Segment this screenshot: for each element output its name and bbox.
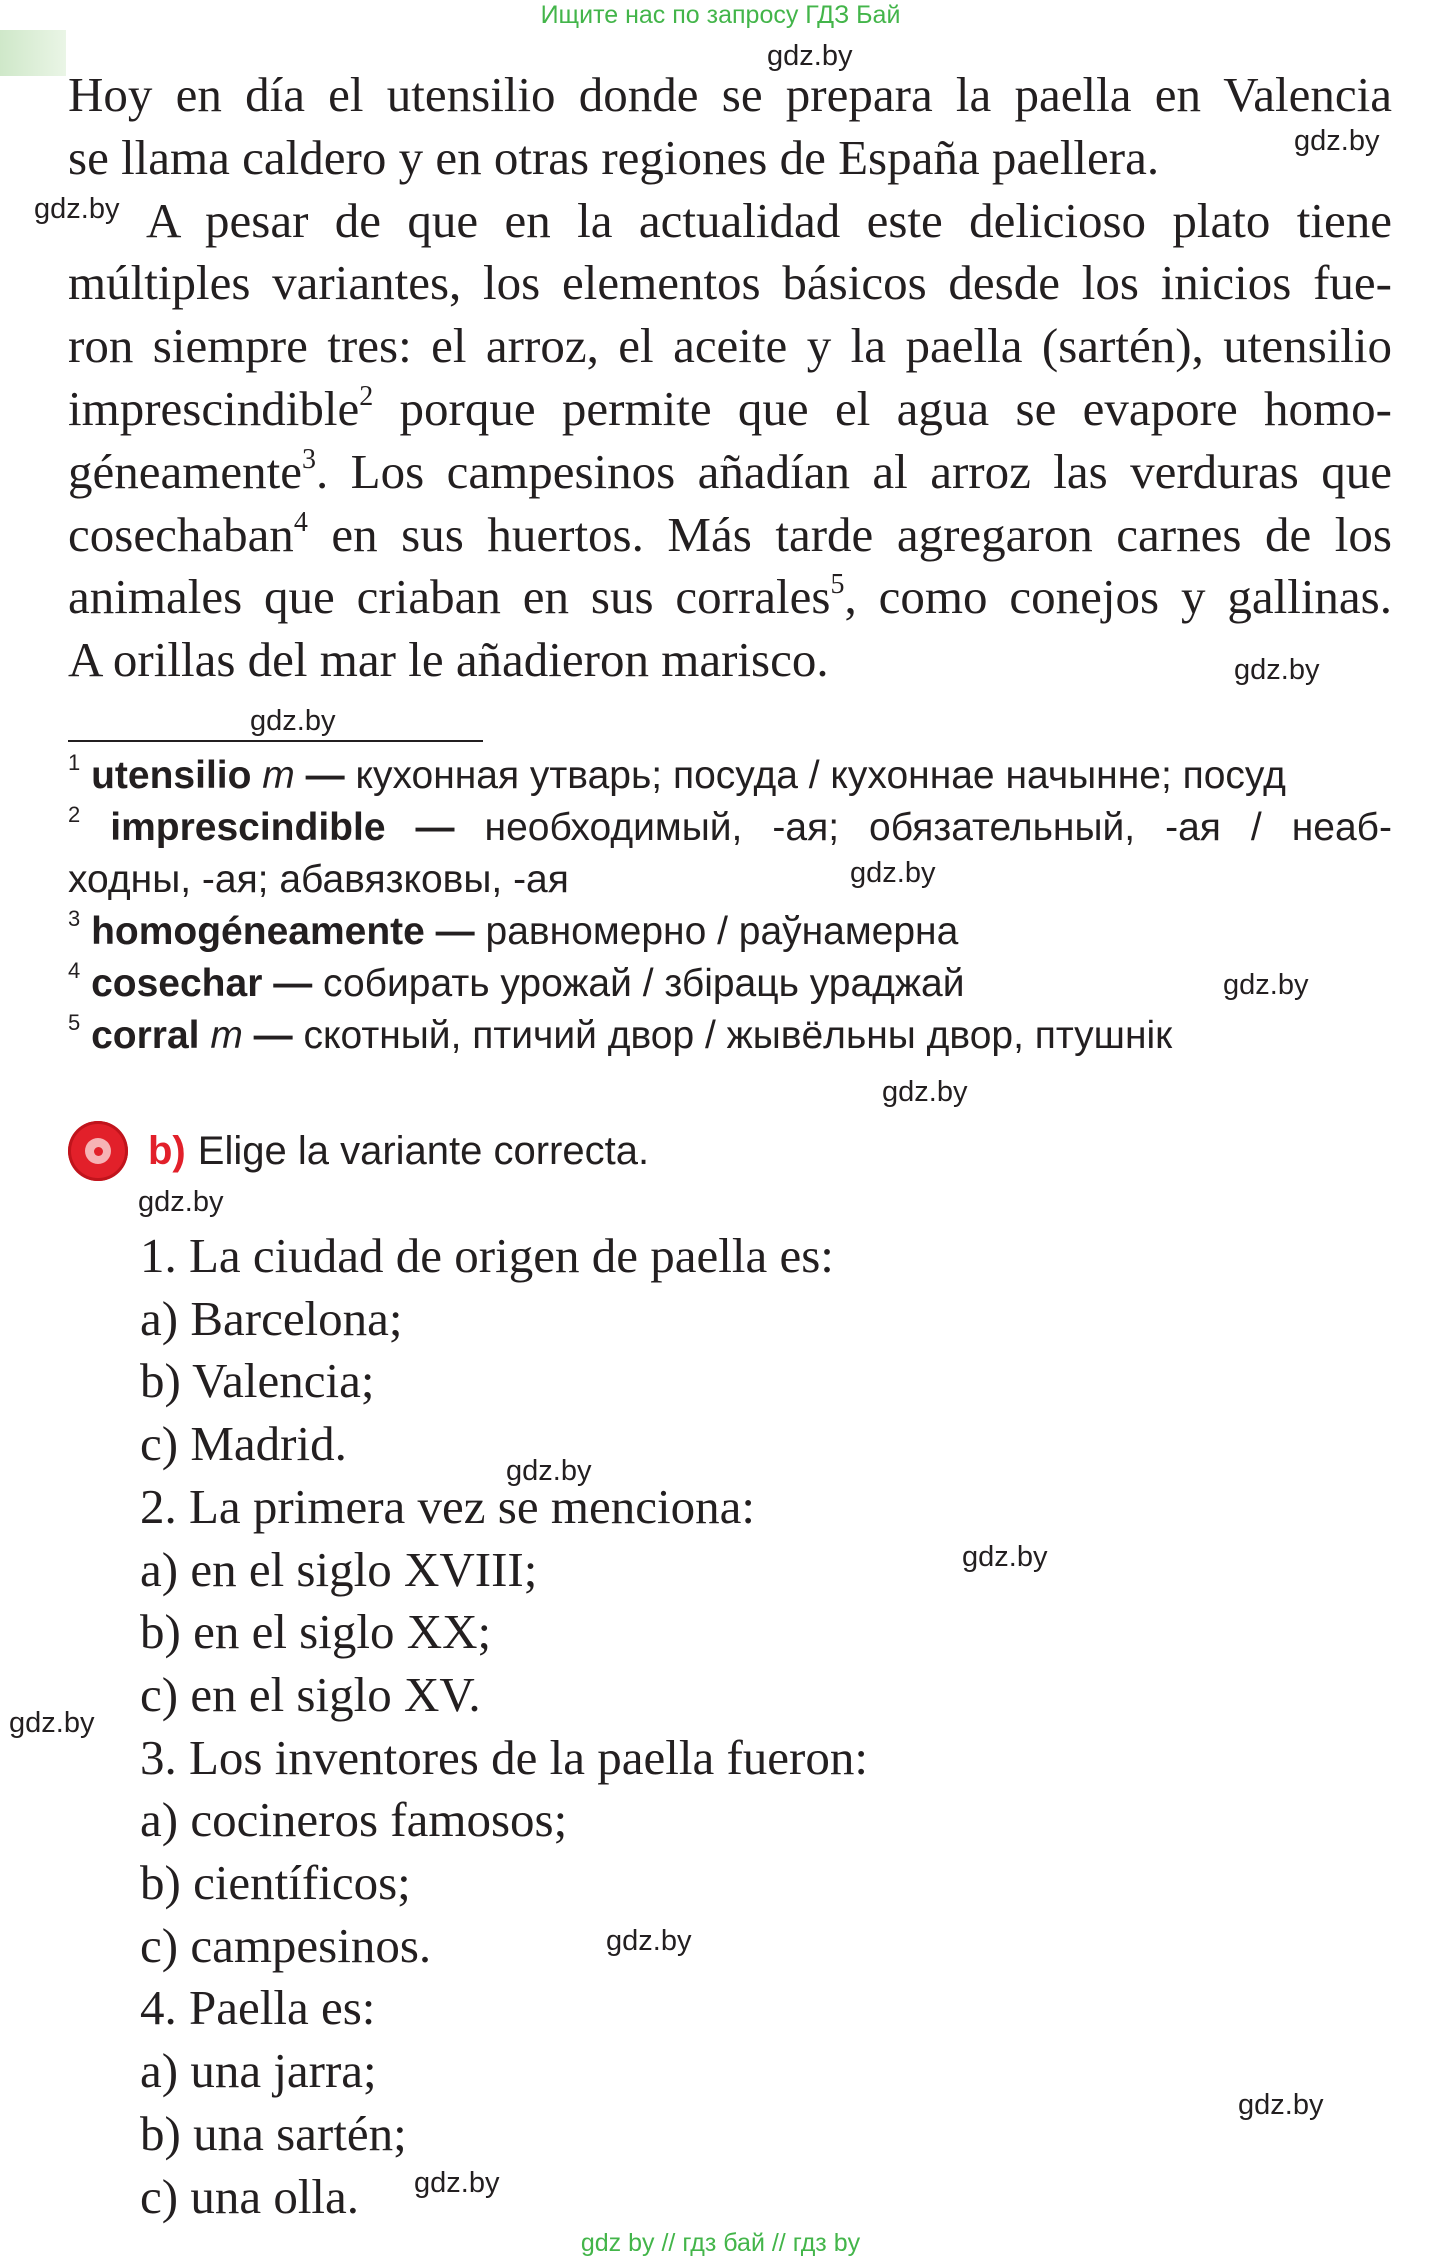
footnote-ref[interactable]: 3: [301, 443, 316, 475]
answer-option[interactable]: a) en el siglo XVIII;: [140, 1541, 538, 1597]
answer-option[interactable]: c) una olla.: [140, 2168, 360, 2224]
watermark: gdz.by: [850, 857, 936, 889]
question: 2. La primera vez se menciona:: [140, 1478, 755, 1534]
watermark: gdz.by: [1294, 125, 1380, 157]
footnotes: [68, 750, 1392, 1062]
paragraph-line: Hoy en día el utensilio donde se prepara la paella en Valencia: [68, 67, 1392, 122]
watermark: gdz.by: [250, 705, 336, 737]
footnote-3: $^3$ homogéneamente — равномерно / раўнамерна: [68, 906, 959, 953]
main-paragraph: [68, 64, 1392, 692]
answer-option[interactable]: c) en el siglo XV.: [140, 1666, 481, 1722]
question: 1. La ciudad de origen de paella es:: [140, 1228, 834, 1283]
answer-option[interactable]: b) en el siglo XX;: [140, 1604, 492, 1660]
watermark: gdz.by: [34, 193, 120, 225]
paragraph-line: ron siempre tres: el arroz, el aceite y la paella (sartén), utensilio: [68, 318, 1392, 374]
footnote-divider: [68, 740, 483, 742]
footnote-2-continuation: ходны, -ая; абавязковы, -ая: [68, 858, 569, 901]
paragraph-line: A orillas del mar le añadieron marisco.: [68, 632, 829, 688]
answer-option[interactable]: a) una jarra;: [140, 2043, 377, 2099]
watermark: gdz.by: [962, 1541, 1048, 1573]
paragraph-line: animales que criaban en sus corrales$^5$, como conejos y gallinas.: [68, 569, 1392, 625]
paragraph-line: géneamente$^3$. Los campesinos añadían al arroz las verduras que: [68, 443, 1392, 499]
footnote-1: $^1$ utensilio m — кухонная утварь; посуда / кухоннае начынне; посуд: [68, 750, 1286, 797]
watermark: gdz.by: [9, 1707, 95, 1739]
watermark: gdz.by: [1238, 2089, 1324, 2121]
task-heading: [68, 1120, 649, 1182]
footnote-ref[interactable]: 4: [293, 506, 308, 538]
answer-option[interactable]: b) una sartén;: [140, 2105, 407, 2161]
answer-option[interactable]: b) científicos;: [140, 1855, 411, 1911]
watermark: gdz.by: [414, 2167, 500, 2199]
task-instruction: Elige la variante correcta.: [197, 1128, 650, 1173]
watermark: gdz.by: [1223, 969, 1309, 1001]
paragraph-line: imprescindible$^2$ porque permite que el agua se evapore homo-: [68, 380, 1392, 436]
footnote-4: $^4$ cosechar — собирать урожай / збіраць ураджай: [68, 958, 965, 1005]
footnote-2: $^2$ imprescindible — необходимый, -ая; обязательный, -ая / неаб-: [68, 802, 1393, 849]
watermark: gdz.by: [1234, 654, 1320, 686]
answer-option[interactable]: b) Valencia;: [140, 1353, 375, 1409]
answer-option[interactable]: a) Barcelona;: [140, 1290, 403, 1346]
paragraph-line: cosechaban$^4$ en sus huertos. Más tarde agregaron carnes de los: [68, 506, 1392, 562]
footnote-ref[interactable]: 5: [830, 569, 845, 601]
footnote-5: $^5$ corral m — скотный, птичий двор / жывёльны двор, птушнік: [68, 1010, 1173, 1057]
watermark: gdz.by: [767, 40, 853, 72]
task-letter: b): [148, 1128, 186, 1173]
answer-option[interactable]: c) Madrid.: [140, 1416, 347, 1472]
answer-option[interactable]: c) campesinos.: [140, 1917, 432, 1973]
paragraph-line: A pesar de que en la actualidad este delicioso plato tiene: [146, 192, 1392, 248]
top-banner[interactable]: Ищите нас по запросу ГДЗ Бай: [540, 1, 901, 29]
watermark: gdz.by: [506, 1455, 592, 1487]
question: 3. Los inventores de la paella fueron:: [140, 1729, 868, 1785]
bottom-banner[interactable]: gdz by // гдз бай // гдз by: [580, 2229, 861, 2257]
watermark: gdz.by: [882, 1076, 968, 1108]
answer-option[interactable]: a) cocineros famosos;: [140, 1792, 568, 1848]
watermark: gdz.by: [606, 1925, 692, 1957]
footnote-ref[interactable]: 2: [359, 380, 374, 412]
disc-icon[interactable]: [68, 1121, 128, 1181]
questions-list: [140, 1225, 868, 2228]
paragraph-line: múltiples variantes, los elementos básicos desde los inicios fue-: [68, 255, 1392, 311]
watermark: gdz.by: [138, 1186, 224, 1218]
paragraph-line: se llama caldero y en otras regiones de España paellera.: [68, 129, 1160, 185]
page-corner-tab: [0, 30, 66, 76]
question: 4. Paella es:: [140, 1980, 376, 2036]
